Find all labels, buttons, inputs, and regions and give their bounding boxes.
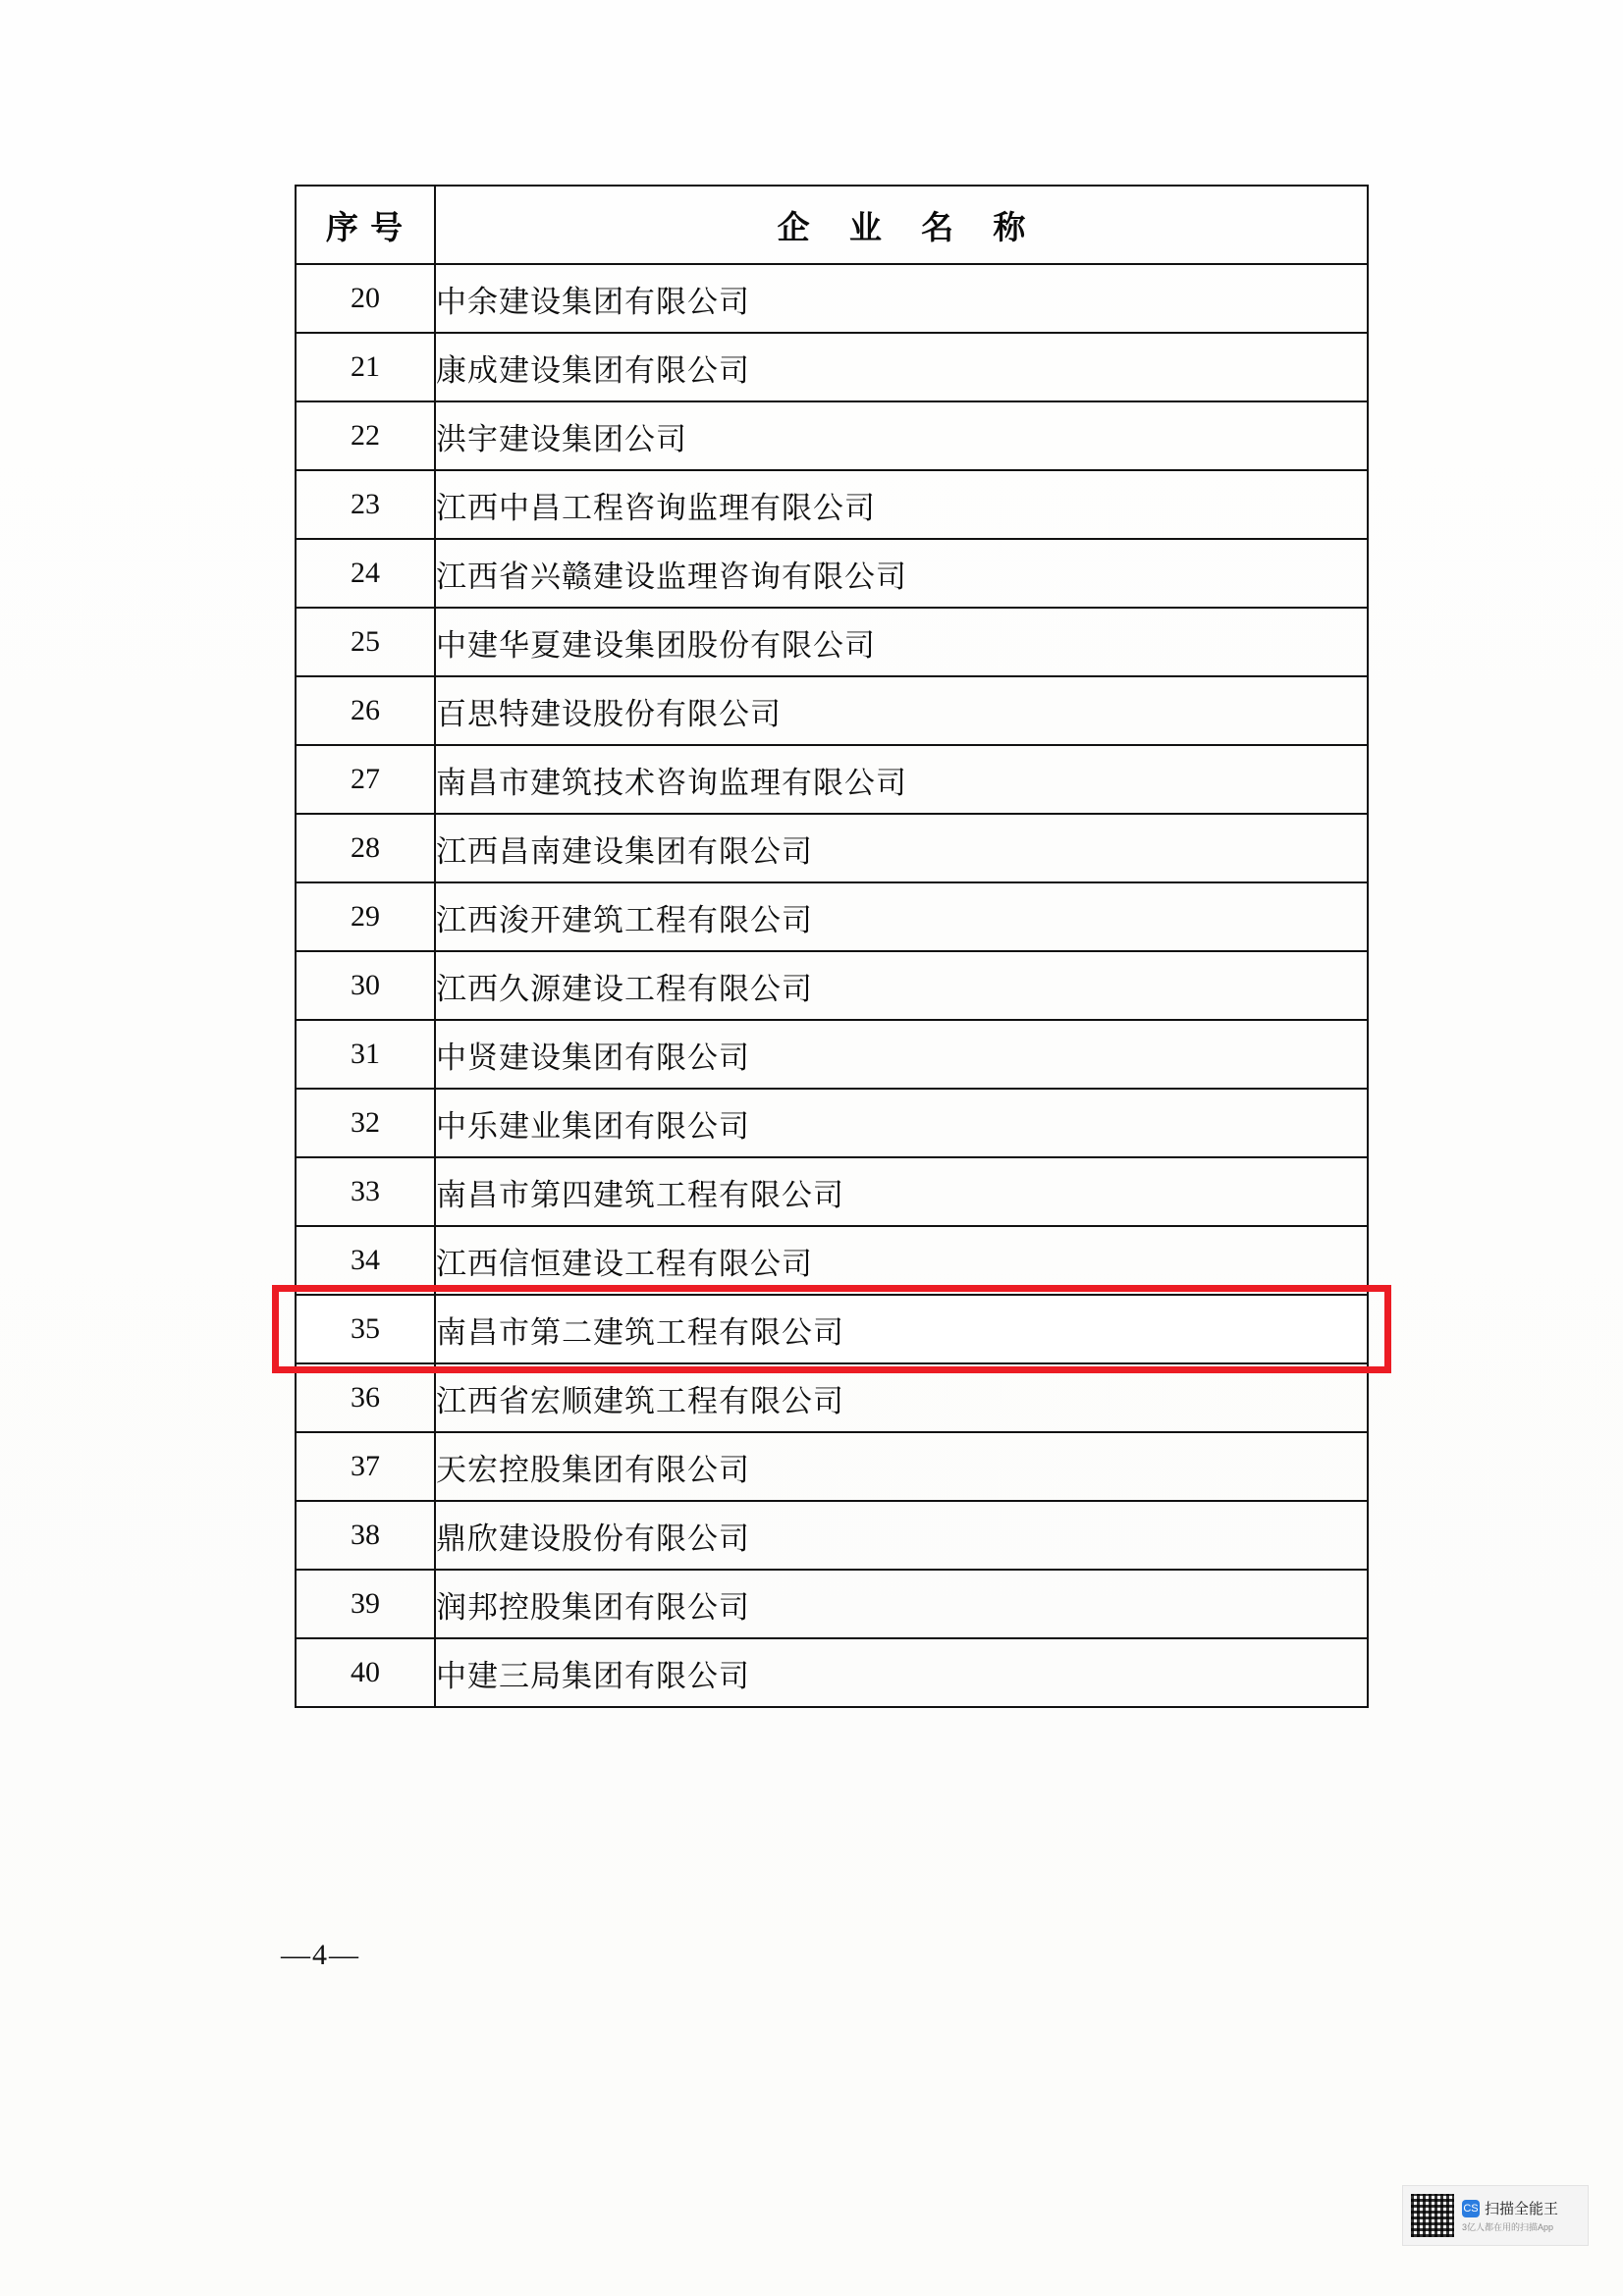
row-index-cell: 24 [296,539,435,608]
enterprise-name-cell: 中建三局集团有限公司 [435,1638,1368,1707]
enterprise-name-cell: 江西中昌工程咨询监理有限公司 [435,470,1368,539]
table-row [296,401,1368,470]
row-index-cell: 31 [296,1020,435,1089]
row-index-cell: 23 [296,470,435,539]
row-index-cell: 21 [296,333,435,401]
row-index-cell: 35 [296,1295,435,1363]
table-row [296,1089,1368,1157]
column-header-enterprise-name: 企 业 名 称 [435,186,1368,264]
enterprise-name-cell: 中建华夏建设集团股份有限公司 [435,608,1368,676]
table-row [296,1295,1368,1363]
table-row [296,745,1368,814]
enterprise-name-cell: 江西信恒建设工程有限公司 [435,1226,1368,1295]
row-index-cell: 34 [296,1226,435,1295]
enterprise-name-cell: 康成建设集团有限公司 [435,333,1368,401]
enterprise-name-cell: 中余建设集团有限公司 [435,264,1368,333]
table-row [296,264,1368,333]
scanner-watermark [1402,2185,1589,2246]
enterprise-name-cell: 江西省宏顺建筑工程有限公司 [435,1363,1368,1432]
enterprise-name-cell: 江西久源建设工程有限公司 [435,951,1368,1020]
table-row [296,1020,1368,1089]
enterprise-name-cell: 南昌市第四建筑工程有限公司 [435,1157,1368,1226]
table-row [296,1432,1368,1501]
watermark-subtitle: 3亿人都在用的扫描App [1462,2222,1554,2232]
table-row [296,882,1368,951]
table-row [296,951,1368,1020]
enterprise-name-cell: 江西省兴赣建设监理咨询有限公司 [435,539,1368,608]
table-row [296,814,1368,882]
row-index-cell: 33 [296,1157,435,1226]
enterprise-name-cell: 江西昌南建设集团有限公司 [435,814,1368,882]
row-index-cell: 40 [296,1638,435,1707]
qr-code-icon [1411,2194,1454,2237]
column-header-index: 序 号 [296,186,435,264]
row-index-cell: 32 [296,1089,435,1157]
row-index-cell: 38 [296,1501,435,1570]
table-body [296,264,1368,1707]
row-index-cell: 25 [296,608,435,676]
enterprise-name-cell: 中贤建设集团有限公司 [435,1020,1368,1089]
enterprise-name-cell: 百思特建设股份有限公司 [435,676,1368,745]
row-index-cell: 36 [296,1363,435,1432]
row-index-cell: 30 [296,951,435,1020]
watermark-title-row [1462,2198,1558,2218]
enterprise-name-cell: 江西浚开建筑工程有限公司 [435,882,1368,951]
table-row [296,470,1368,539]
watermark-text [1462,2198,1558,2233]
row-index-cell: 22 [296,401,435,470]
table-row [296,1157,1368,1226]
enterprise-name-cell: 南昌市第二建筑工程有限公司 [435,1295,1368,1363]
table-row [296,1226,1368,1295]
row-index-cell: 26 [296,676,435,745]
watermark-title: 扫描全能王 [1485,2201,1559,2217]
row-index-cell: 29 [296,882,435,951]
enterprise-name-cell: 润邦控股集团有限公司 [435,1570,1368,1638]
row-index-cell: 39 [296,1570,435,1638]
table-row [296,1363,1368,1432]
table-row [296,1570,1368,1638]
row-index-cell: 27 [296,745,435,814]
row-index-cell: 20 [296,264,435,333]
enterprise-name-cell: 鼎欣建设股份有限公司 [435,1501,1368,1570]
page-number: —4— [281,1939,360,1971]
table-row [296,1638,1368,1707]
enterprise-list-table [295,185,1369,1708]
table-row [296,1501,1368,1570]
table-row [296,608,1368,676]
row-index-cell: 37 [296,1432,435,1501]
enterprise-name-cell: 洪宇建设集团公司 [435,401,1368,470]
table-row [296,676,1368,745]
enterprise-name-cell: 南昌市建筑技术咨询监理有限公司 [435,745,1368,814]
table-row [296,539,1368,608]
table-row [296,333,1368,401]
enterprise-name-cell: 天宏控股集团有限公司 [435,1432,1368,1501]
table-header-row [296,186,1368,264]
row-index-cell: 28 [296,814,435,882]
camscanner-logo-icon: CS [1462,2200,1480,2217]
enterprise-name-cell: 中乐建业集团有限公司 [435,1089,1368,1157]
